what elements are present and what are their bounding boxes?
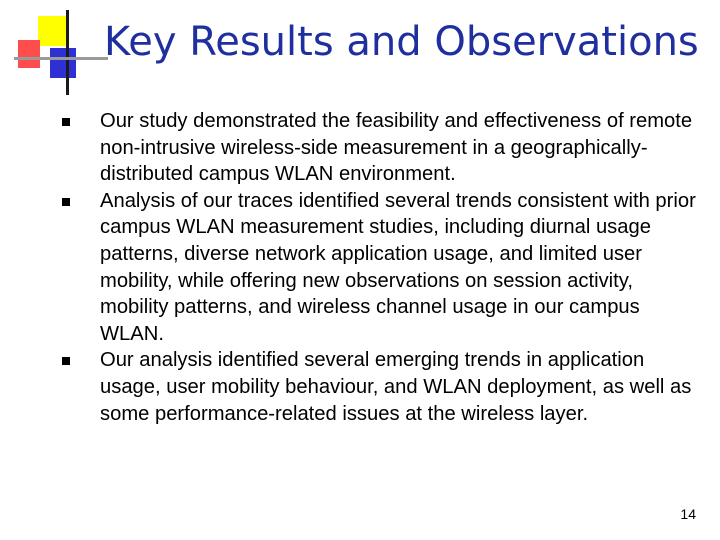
horizontal-line: [14, 57, 108, 60]
square-bullet-icon: [62, 198, 70, 206]
vertical-line: [66, 10, 69, 95]
bullet-text: Our study demonstrated the feasibility and effectiveness of remote non-intrusive wireless-side measurement in a geographically-distributed campus WLAN environment.: [100, 110, 693, 186]
square-bullet-icon: [62, 357, 70, 365]
decorative-squares-logo: [0, 0, 110, 110]
bullet-text: Our analysis identified several emerging trends in application usage, user mobility behaviour, and WLAN deployment, as well as some performance-related issues at the wireless layer.: [100, 349, 692, 425]
bullet-item: [56, 347, 696, 427]
slide-number: 14: [680, 506, 696, 522]
yellow-square: [38, 16, 66, 46]
slide-title: Key Results and Observations: [104, 19, 699, 65]
bullet-list: [56, 108, 696, 427]
square-bullet-icon: [62, 118, 70, 126]
bullet-item: [56, 188, 696, 348]
blue-square: [50, 48, 76, 78]
bullet-item: [56, 108, 696, 188]
red-square: [18, 40, 40, 68]
bullet-text: Analysis of our traces identified several trends consistent with prior campus WLAN measurement studies, including diurnal usage patterns, diverse network application usage, and limited user mobility, while offering new observations on session activity, mobility patterns, and wireless channel usage in our campus WLAN.: [100, 189, 696, 345]
